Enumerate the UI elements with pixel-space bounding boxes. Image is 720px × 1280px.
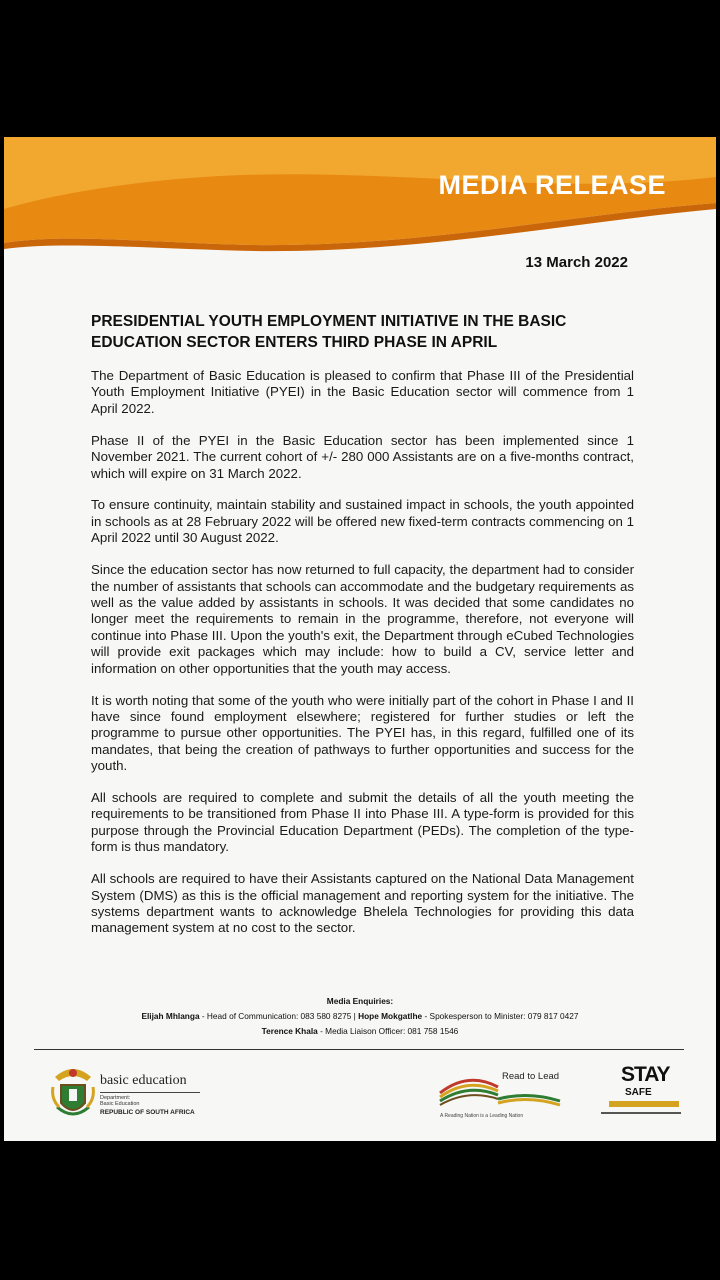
dept-logo-rule (100, 1092, 200, 1093)
read-to-lead-logo (432, 1063, 572, 1133)
dept-logo-country: REPUBLIC OF SOUTH AFRICA (100, 1109, 195, 1116)
paragraph: All schools are required to complete and submit the details of all the youth meeting the requirements to be transitioned from Phase II into Phase III. A type-form is provided for this purpose through the Provincial Education Department (PEDs). The completion of the type-form is thus mandatory. (91, 790, 634, 855)
read-to-lead-title: Read to Lead (502, 1071, 560, 1082)
headline: PRESIDENTIAL YOUTH EMPLOYMENT INITIATIVE IN THE BASIC EDUCATION SECTOR ENTERS THIRD PHASE IN APRIL (91, 313, 567, 351)
paragraph: To ensure continuity, maintain stability and sustained impact in schools, the youth appointed in schools as at 28 February 2022 will be offered new fixed-term contracts commencing on 1 April 2022 until 30 August 2022. (91, 497, 634, 546)
media-enquiries (4, 994, 716, 1039)
banner-title: MEDIA RELEASE (438, 170, 666, 200)
stay-safe-underline (601, 1112, 681, 1114)
stay-safe-logo (599, 1063, 683, 1123)
contact-role: - Head of Communication: 083 580 8275 | (199, 1011, 359, 1021)
contact-name: Hope Mokgatlhe (358, 1011, 423, 1021)
orange-banner (4, 137, 716, 267)
media-release-document (4, 137, 716, 1141)
contact-role: - Spokesperson to Minister: 079 817 0427 (422, 1011, 579, 1021)
contact-name: Elijah Mhlanga (141, 1011, 200, 1021)
dept-logo-line: Department: (100, 1095, 131, 1101)
paragraph: Since the education sector has now returned to full capacity, the department had to consider the number of assistants that schools can accommodate and the budgetary requirements as well as the value added by assistants in schools. It was decided that some candidates no longer meet the requirements to remain in the programme, therefore, not everyone will continue into Phase III. Upon the youth's exit, the Department through eCubed Technologies will provide exit packages which may include: how to build a CV, service letter and information on other opportunities that the youth may access. (91, 562, 634, 676)
dept-logo-name: basic education (100, 1073, 187, 1088)
contact-role: - Media Liaison Officer: 081 758 1546 (317, 1026, 459, 1036)
footer-divider (34, 1049, 684, 1050)
stay-safe-word: STAY (621, 1063, 670, 1086)
enquiries-title: Media Enquiries: (326, 996, 394, 1006)
paragraph: The Department of Basic Education is pleased to confirm that Phase III of the Presidential Youth Employment Initiative (PYEI) in the Basic Education sector will commence from 1 April 2022. (91, 368, 634, 416)
enquiries-line-2 (4, 1024, 716, 1039)
paragraph: All schools are required to have their Assistants captured on the National Data Management System (DMS) as this is the official management and reporting system for the initiative. The systems department wants to acknowledge Bhelela Technologies for providing this data management system at no cost to the sector. (91, 871, 634, 936)
release-date: 13 March 2022 (525, 254, 628, 271)
dept-logo-line: Basic Education (100, 1101, 140, 1107)
contact-name: Terence Khala (261, 1026, 318, 1036)
stay-safe-word: SAFE (625, 1087, 652, 1098)
coat-of-arms-icon (49, 1063, 97, 1121)
enquiries-line-1 (4, 1009, 716, 1024)
read-to-lead-tagline: A Reading Nation is a Leading Nation (440, 1113, 524, 1119)
footer (4, 1057, 716, 1141)
paragraph: It is worth noting that some of the youth who were initially part of the cohort in Phase I and II have since found employment elsewhere; registered for further studies or left the programme to pursue other opportunities. The PYEI has, in this regard, fulfilled one of its mandates, that being the creation of pathways to further opportunities and success for the youth. (91, 692, 634, 774)
body-text (91, 368, 634, 952)
stay-safe-banner (609, 1101, 679, 1107)
paragraph: Phase II of the PYEI in the Basic Education sector has been implemented since 1 November 2021. The current cohort of +/- 280 000 Assistants are on a five-months contract, which will expire on 31 March 2022. (91, 432, 634, 481)
